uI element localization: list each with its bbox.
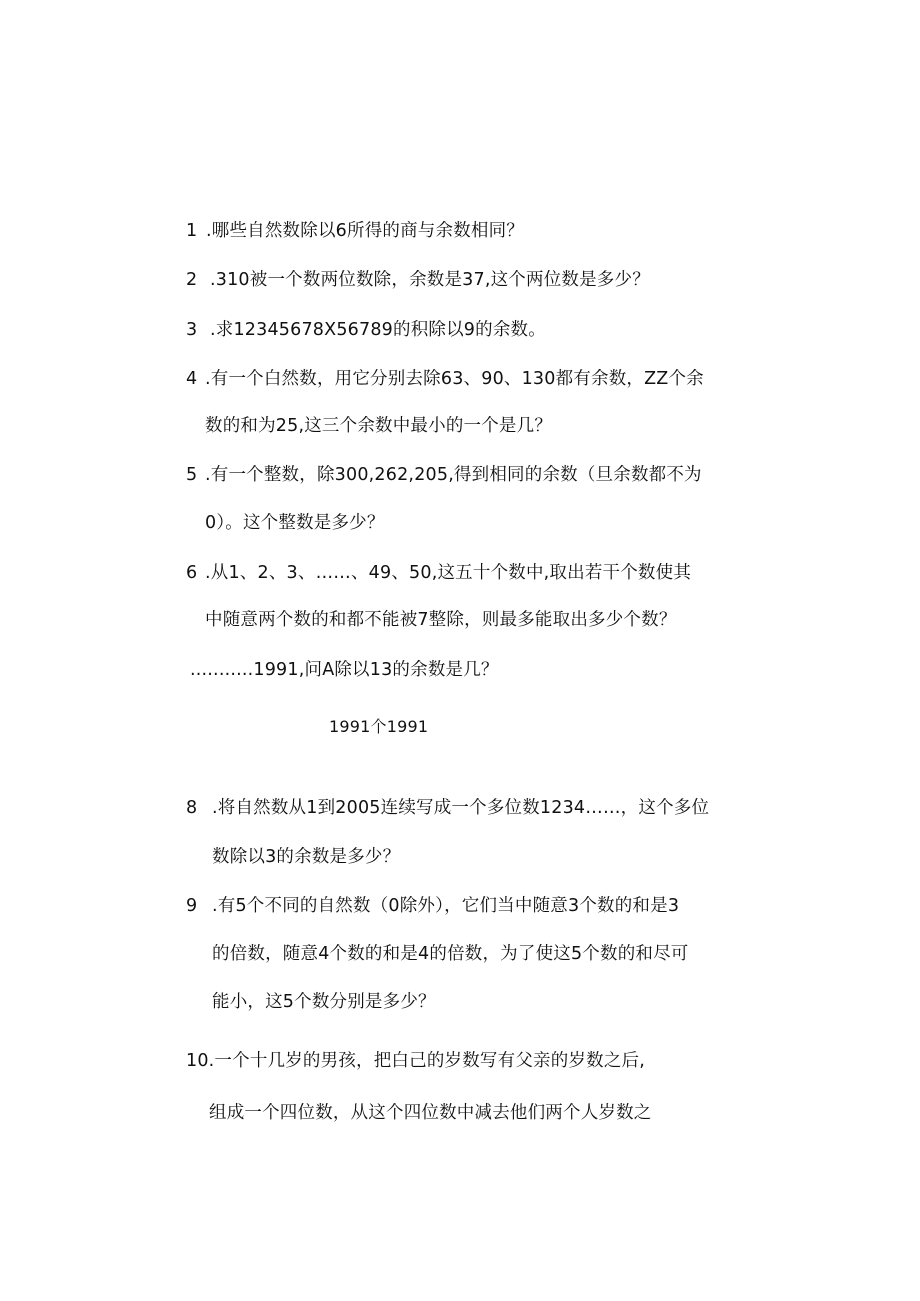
- question-3: [186, 318, 546, 342]
- question-9: [186, 894, 679, 918]
- question-number: 8: [186, 798, 198, 818]
- question-text: 数除以3的余数是多少？: [212, 847, 401, 867]
- question-5: [186, 463, 702, 487]
- question-1: [186, 219, 524, 243]
- question-number: 3: [186, 320, 198, 340]
- question-8-continuation: [212, 845, 400, 869]
- question-number: 4: [186, 369, 198, 389]
- annotation-text: 1991个1991: [329, 717, 429, 736]
- question-text: .有一个整数，除300,262,205,得到相同的余数（旦余数都不为: [205, 465, 702, 485]
- question-4-continuation: [205, 414, 552, 438]
- question-number: 10: [186, 1051, 209, 1071]
- question-10: [186, 1049, 645, 1073]
- question-text: .有5个不同的自然数（0除外），它们当中随意3个数的和是3: [212, 896, 680, 916]
- question-number: 2: [186, 270, 198, 290]
- question-text: 数的和为25,这三个余数中最小的一个是几？: [205, 416, 553, 436]
- question-8: [186, 796, 709, 820]
- question-9-continuation-1: [212, 942, 689, 966]
- question-text: 的倍数，随意4个数的和是4的倍数，为了使这5个数的和尽可: [212, 944, 689, 964]
- question-7: [190, 658, 499, 682]
- question-text: 能小，这5个数分别是多少？: [212, 992, 436, 1012]
- question-text: .一个十几岁的男孩，把白己的岁数写有父亲的岁数之后,: [208, 1051, 645, 1071]
- question-6: [186, 561, 691, 585]
- question-2: [186, 268, 650, 292]
- question-number: 5: [186, 465, 198, 485]
- question-text: .有一个白然数，用它分别去除63、90、130都有余数，ZZ个余: [205, 369, 704, 389]
- question-5-continuation: [205, 511, 385, 535]
- question-9-continuation-2: [212, 990, 436, 1014]
- question-number: 1: [186, 221, 198, 241]
- question-7-annotation: [329, 715, 428, 739]
- question-number: 9: [186, 896, 198, 916]
- question-text: ...........1991,问A除以13的余数是几？: [190, 660, 499, 680]
- question-text: .310被一个数两位数除，余数是37,这个两位数是多少？: [210, 270, 650, 290]
- question-number: 6: [186, 563, 198, 583]
- question-4: [186, 367, 704, 391]
- question-text: 0）。这个整数是多少？: [205, 513, 385, 533]
- question-text: 组成一个四位数，从这个四位数中减去他们两个人岁数之: [209, 1103, 652, 1123]
- question-10-continuation: [209, 1101, 652, 1125]
- question-text: .将自然数从1到2005连续写成一个多位数1234……，这个多位: [212, 798, 710, 818]
- question-text: .求12345678X56789的积除以9的余数。: [210, 320, 546, 340]
- question-6-continuation: [205, 608, 677, 632]
- question-text: .从1、2、3、……、49、50,这五十个数中,取出若干个数使其: [205, 563, 692, 583]
- question-text: 中随意两个数的和都不能被7整除，则最多能取出多少个数？: [205, 610, 677, 630]
- question-text: .哪些自然数除以6所得的商与余数相同？: [206, 221, 524, 241]
